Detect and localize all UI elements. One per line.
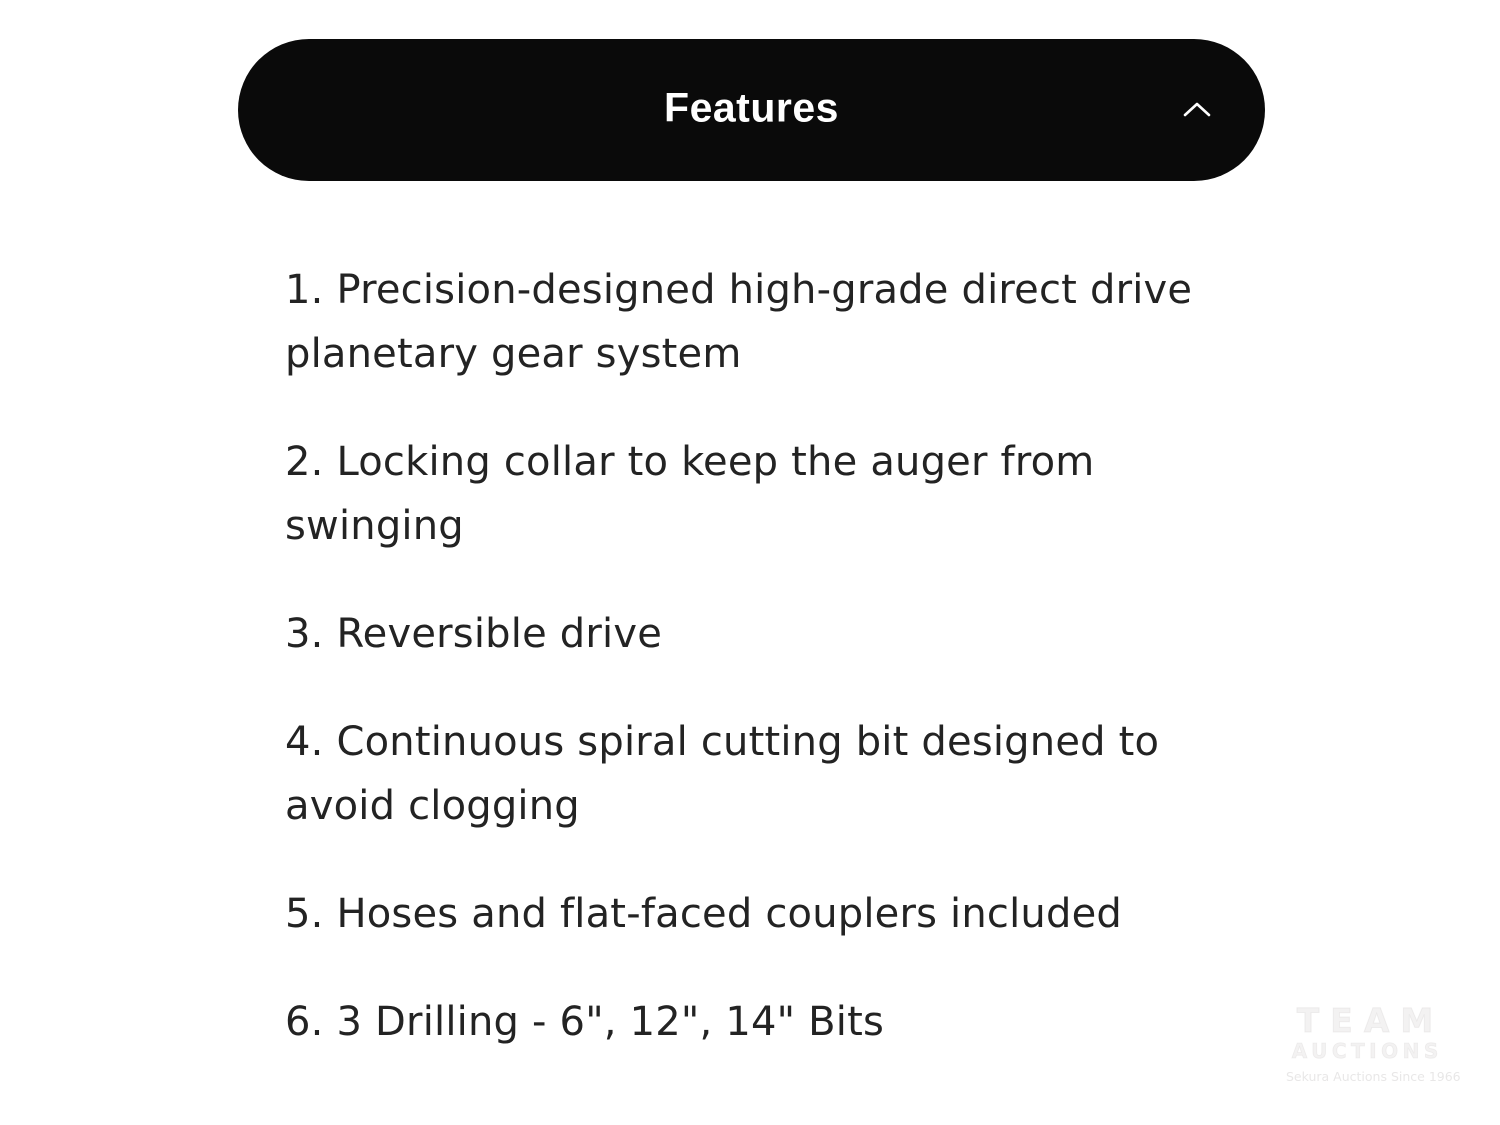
features-list [285, 258, 1215, 1098]
team-auctions-watermark [1286, 1001, 1461, 1084]
features-accordion-header[interactable] [238, 39, 1265, 181]
watermark-auctions-text: AUCTIONS [1291, 1039, 1443, 1063]
watermark-team-text: TEAM [1296, 1001, 1445, 1040]
feature-item-6: 6. 3 Drilling - 6", 12", 14" Bits [285, 999, 885, 1045]
feature-item-3: 3. Reversible drive [285, 611, 663, 657]
chevron-up-icon [1181, 99, 1213, 121]
watermark-tagline-text: Sekura Auctions Since 1966 [1286, 1069, 1461, 1084]
feature-item-4: 4. Continuous spiral cutting bit designed to avoid clogging [285, 719, 1160, 829]
features-accordion-title: Features [664, 84, 839, 131]
feature-item-1: 1. Precision-designed high-grade direct drive planetary gear system [285, 267, 1193, 377]
feature-item-2: 2. Locking collar to keep the auger from swinging [285, 439, 1095, 549]
feature-item-5: 5. Hoses and flat-faced couplers included [285, 891, 1122, 937]
